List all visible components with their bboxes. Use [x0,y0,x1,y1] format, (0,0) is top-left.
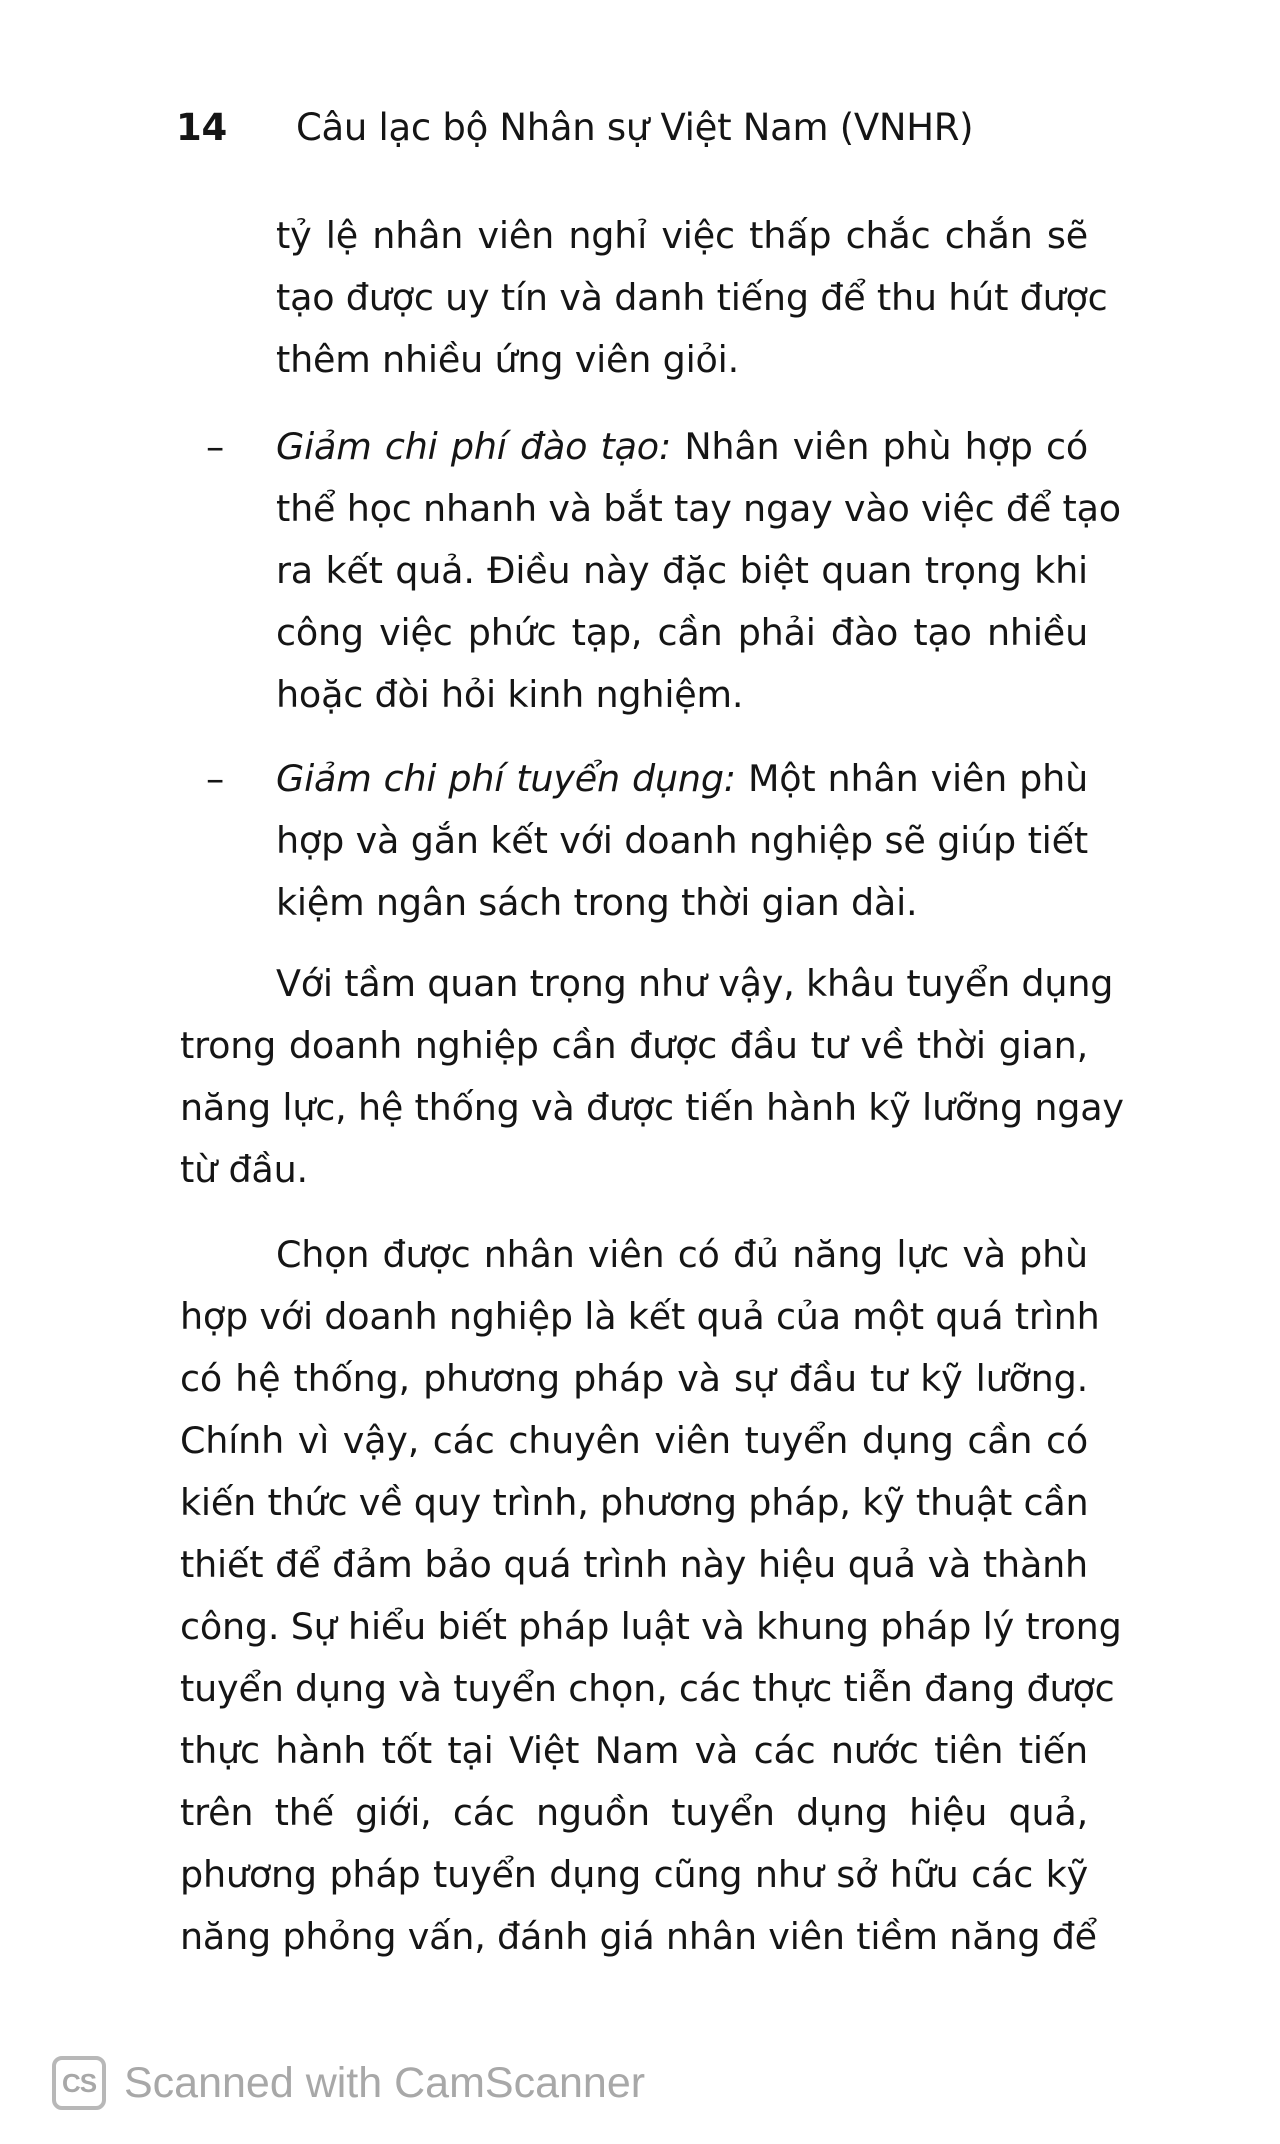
text-line: thiết để đảm bảo quá trình này hiệu quả và thành [180,1543,1088,1586]
watermark-text: Scanned with CamScanner [124,2058,646,2107]
text-line: hợp và gắn kết với doanh nghiệp sẽ giúp tiết [276,819,1088,862]
text-line: tuyển dụng và tuyển chọn, các thực tiễn đang được [180,1667,1115,1710]
text-line: thực hành tốt tại Việt Nam và các nước tiên tiến [180,1729,1088,1772]
page-header [176,106,973,149]
text-line: năng lực, hệ thống và được tiến hành kỹ lưỡng ngay [180,1086,1124,1129]
text-line: kiệm ngân sách trong thời gian dài. [276,881,918,924]
text-line: hoặc đòi hỏi kinh nghiệm. [276,673,744,716]
text-line: hợp với doanh nghiệp là kết quả của một quá trình [180,1295,1100,1338]
text-line: từ đầu. [180,1148,308,1191]
bullet-dash: – [206,757,225,800]
text-line: có hệ thống, phương pháp và sự đầu tư kỹ lưỡng. [180,1357,1088,1400]
text-line: Chọn được nhân viên có đủ năng lực và phù [276,1233,1088,1276]
text-line [276,425,1088,468]
text-line: công việc phức tạp, cần phải đào tạo nhiều [276,611,1088,654]
text-line: kiến thức về quy trình, phương pháp, kỹ thuật cần [180,1481,1089,1524]
text-line: thể học nhanh và bắt tay ngay vào việc để tạo [276,487,1121,530]
camscanner-watermark [52,2056,645,2110]
camscanner-logo-icon: CS [52,2056,106,2110]
text-line: ra kết quả. Điều này đặc biệt quan trọng khi [276,549,1088,592]
text-line: thêm nhiều ứng viên giỏi. [276,338,740,381]
text-line: trên thế giới, các nguồn tuyển dụng hiệu quả, [180,1791,1088,1834]
bullet-text: Một nhân viên phù [735,757,1089,800]
text-line: Chính vì vậy, các chuyên viên tuyển dụng cần có [180,1419,1088,1462]
text-line: Với tầm quan trọng như vậy, khâu tuyển dụng [276,962,1114,1005]
page-number: 14 [176,106,227,149]
text-line: công. Sự hiểu biết pháp luật và khung pháp lý trong [180,1605,1122,1648]
bullet-term: Giảm chi phí tuyển dụng: [276,757,736,800]
text-line: tạo được uy tín và danh tiếng để thu hút được [276,276,1108,319]
bullet-dash: – [206,425,225,468]
text-line: trong doanh nghiệp cần được đầu tư về thời gian, [180,1024,1088,1067]
bullet-text: Nhân viên phù hợp có [671,425,1088,468]
text-line: phương pháp tuyển dụng cũng như sở hữu các kỹ [180,1853,1088,1896]
text-line: tỷ lệ nhân viên nghỉ việc thấp chắc chắn sẽ [276,214,1088,257]
text-line [276,757,1088,800]
running-title: Câu lạc bộ Nhân sự Việt Nam (VNHR) [296,106,974,149]
bullet-term: Giảm chi phí đào tạo: [276,425,672,468]
text-line: năng phỏng vấn, đánh giá nhân viên tiềm năng để [180,1915,1097,1958]
